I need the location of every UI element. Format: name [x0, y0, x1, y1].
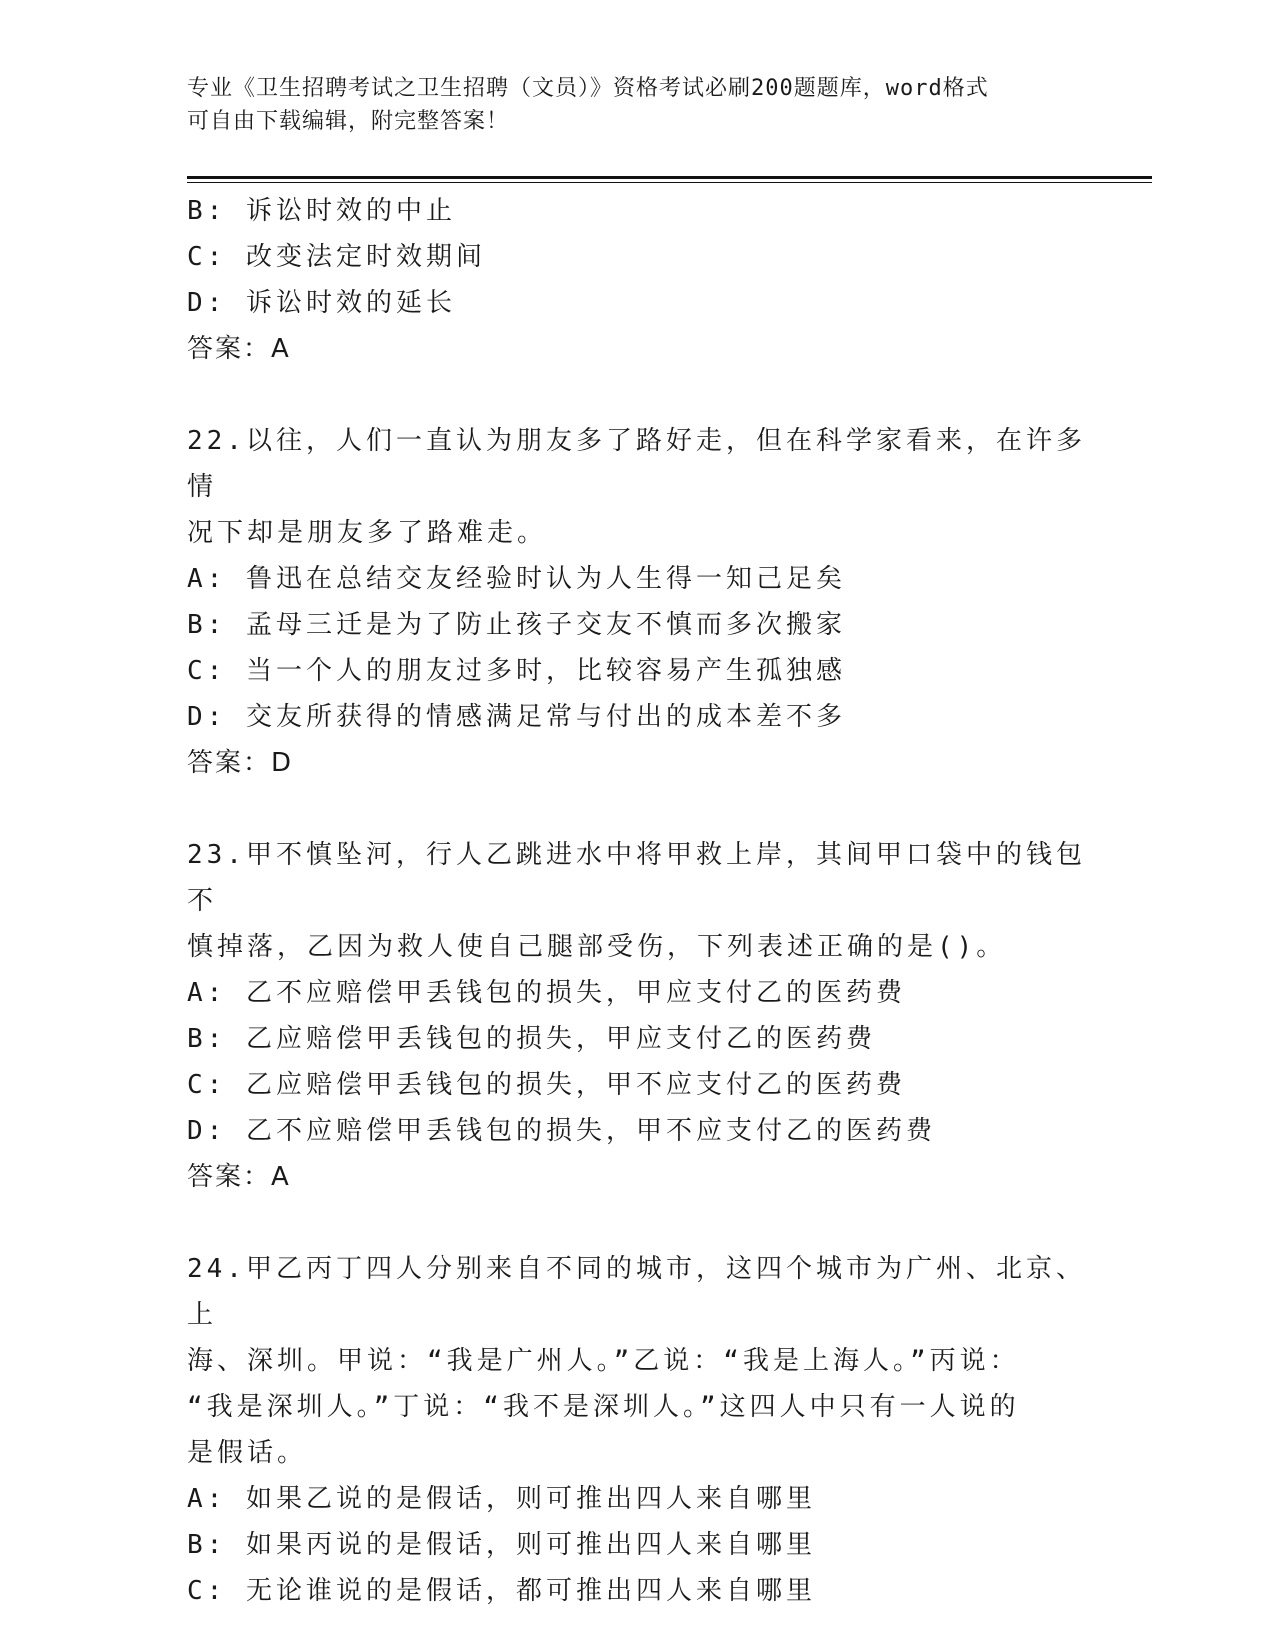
- option-d: D: 乙不应赔偿甲丢钱包的损失，甲不应支付乙的医药费: [187, 1116, 936, 1146]
- answer-21: 答案：A: [187, 334, 291, 364]
- option-d: D: 诉讼时效的延长: [187, 288, 456, 318]
- option-c: C: 乙应赔偿甲丢钱包的损失，甲不应支付乙的医药费: [187, 1070, 906, 1100]
- header-divider-thin: [187, 182, 1152, 183]
- question-24-stem-line-1: 24.甲乙丙丁四人分别来自不同的城市，这四个城市为广州、北京、上: [187, 1254, 1086, 1330]
- spacer: [187, 786, 1087, 832]
- option-a: A: 鲁迅在总结交友经验时认为人生得一知己足矣: [187, 564, 846, 594]
- document-header: [187, 72, 1087, 138]
- header-line-1: 专业《卫生招聘考试之卫生招聘（文员）》资格考试必刷200题题库，word格式: [187, 76, 989, 101]
- option-b: B: 如果丙说的是假话，则可推出四人来自哪里: [187, 1530, 816, 1560]
- answer-23: 答案：A: [187, 1162, 291, 1192]
- question-23-stem-line-1: 23.甲不慎坠河，行人乙跳进水中将甲救上岸，其间甲口袋中的钱包不: [187, 840, 1086, 916]
- question-23: [187, 832, 1087, 1200]
- option-d: D: 交友所获得的情感满足常与付出的成本差不多: [187, 702, 846, 732]
- option-b: B: 孟母三迁是为了防止孩子交友不慎而多次搬家: [187, 610, 846, 640]
- header-line-2: 可自由下载编辑，附完整答案！: [187, 109, 510, 134]
- option-b: B: 诉讼时效的中止: [187, 196, 456, 226]
- option-a: A: 乙不应赔偿甲丢钱包的损失，甲应支付乙的医药费: [187, 978, 906, 1008]
- option-a: A: 如果乙说的是假话，则可推出四人来自哪里: [187, 1484, 816, 1514]
- answer-22: 答案：D: [187, 748, 294, 778]
- option-c: C: 无论谁说的是假话，都可推出四人来自哪里: [187, 1576, 816, 1606]
- option-c: C: 当一个人的朋友过多时，比较容易产生孤独感: [187, 656, 846, 686]
- question-24-stem-line-4: 是假话。: [187, 1438, 308, 1468]
- question-23-stem-line-2: 慎掉落，乙因为救人使自己腿部受伤，下列表述正确的是()。: [187, 932, 1007, 962]
- question-22-stem-line-2: 况下却是朋友多了路难走。: [187, 518, 548, 548]
- option-b: B: 乙应赔偿甲丢钱包的损失，甲应支付乙的医药费: [187, 1024, 876, 1054]
- question-list: [187, 188, 1087, 1614]
- question-24: [187, 1246, 1087, 1614]
- option-c: C: 改变法定时效期间: [187, 242, 486, 272]
- spacer: [187, 1200, 1087, 1246]
- question-21: [187, 188, 1087, 372]
- header-divider-thick: [187, 176, 1152, 179]
- question-24-stem-line-3: “我是深圳人。”丁说：“我不是深圳人。”这四人中只有一人说的: [187, 1392, 1020, 1422]
- question-22: [187, 418, 1087, 786]
- spacer: [187, 372, 1087, 418]
- question-22-stem-line-1: 22.以往，人们一直认为朋友多了路好走，但在科学家看来，在许多情: [187, 426, 1086, 502]
- question-24-stem-line-2: 海、深圳。甲说：“我是广州人。”乙说：“我是上海人。”丙说：: [187, 1346, 1020, 1376]
